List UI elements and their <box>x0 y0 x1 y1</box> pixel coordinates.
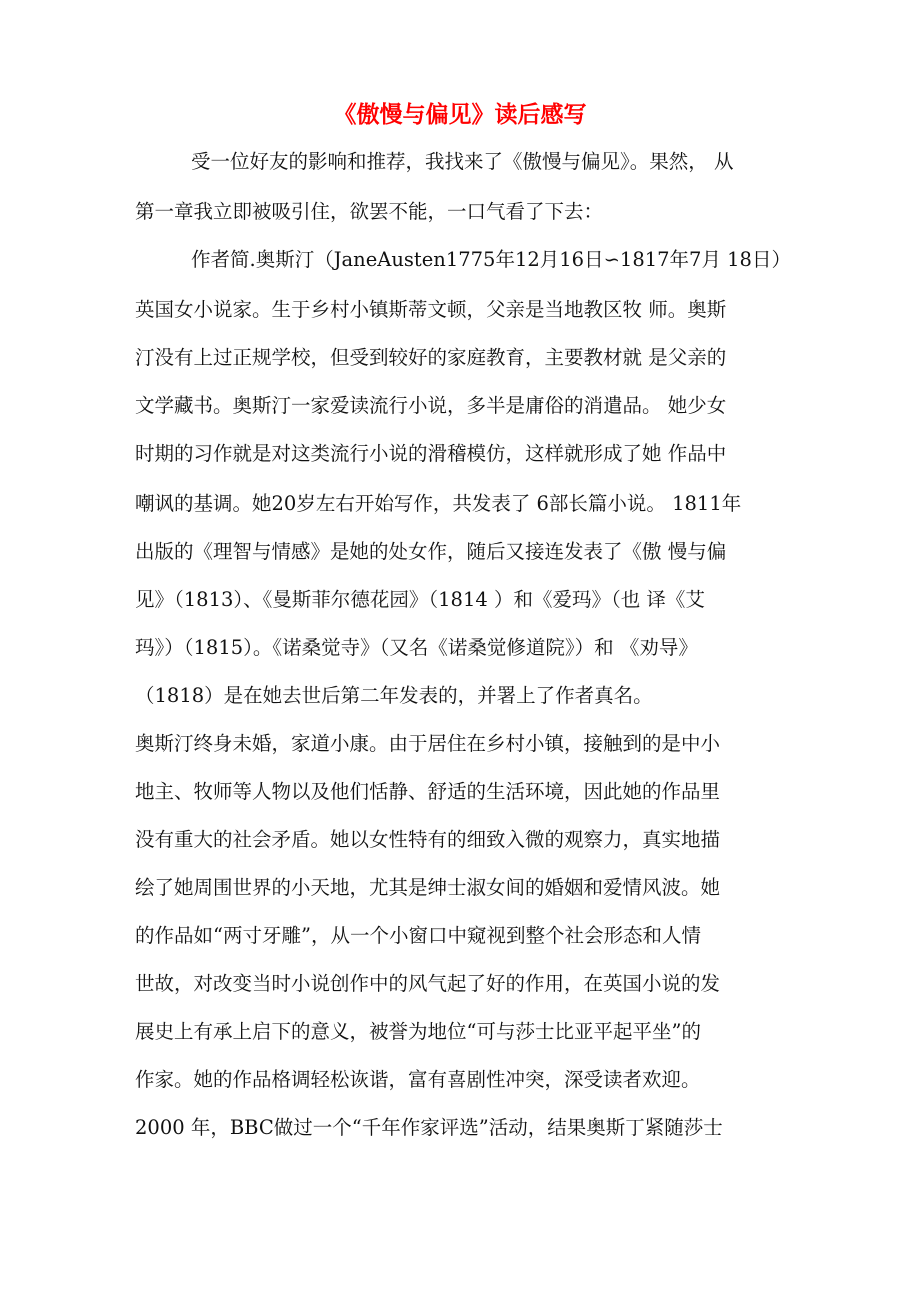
text-line-8: 嘲讽的基调。她20岁左右开始写作，共发表了 6部长篇小说。 1811年 <box>135 492 742 515</box>
text-line-2: 第一章我立即被吸引住，欲罢不能，一口气看了下去： <box>135 200 604 223</box>
text-line-19: 展史上有承上启下的意义，被誉为地位“可与莎士比亚平起平坐”的 <box>135 1020 701 1043</box>
text-line-3: 作者简.奥斯汀（JaneAusten1775年12月16日∽1817年7月 18日） <box>191 248 791 271</box>
text-line-11: 玛》）（1815）。《诺桑觉寺》（又名《诺桑觉修道院》）和 《劝导》 <box>135 636 698 659</box>
text-line-5: 汀没有上过正规学校，但受到较好的家庭教育，主要教材就 是父亲的 <box>135 346 727 369</box>
text-line-17: 的作品如“两寸牙雕”，从一个小窗口中窥视到整个社会形态和人情 <box>135 924 701 947</box>
text-line-21: 2000 年，BBC做过一个“千年作家评选”活动，结果奥斯丁紧随莎士 <box>135 1116 723 1139</box>
document-title: 《傲慢与偏见》读后感写 <box>333 102 587 128</box>
text-line-16: 绘了她周围世界的小天地，尤其是绅士淑女间的婚姻和爱情风波。她 <box>135 876 721 899</box>
text-line-12: （1818）是在她去世后第二年发表的，并署上了作者真名。 <box>135 684 653 707</box>
text-line-18: 世故，对改变当时小说创作中的风气起了好的作用，在英国小说的发 <box>135 972 721 995</box>
text-line-10: 见》（1813）、《曼斯菲尔德花园》（1814 ）和《爱玛》（也 译《艾 <box>135 588 705 611</box>
text-line-1: 受一位好友的影响和推荐，我找来了《傲慢与偏见》。果然， 从 <box>191 150 734 173</box>
text-line-14: 地主、牧师等人物以及他们恬静、舒适的生活环境，因此她的作品里 <box>135 780 721 803</box>
text-line-7: 时期的习作就是对这类流行小说的滑稽模仿，这样就形成了她 作品中 <box>135 442 727 465</box>
text-line-15: 没有重大的社会矛盾。她以女性特有的细致入微的观察力，真实地描 <box>135 828 721 851</box>
text-line-20: 作家。她的作品格调轻松诙谐，富有喜剧性冲突，深受读者欢迎。 <box>135 1068 701 1091</box>
text-line-13: 奥斯汀终身未婚，家道小康。由于居住在乡村小镇，接触到的是中小 <box>135 732 721 755</box>
text-line-9: 出版的《理智与情感》是她的处女作，随后又接连发表了《傲 慢与偏 <box>135 540 727 563</box>
text-line-6: 文学藏书。奥斯汀一家爱读流行小说，多半是庸俗的消遣品。 她少女 <box>135 394 727 417</box>
text-line-4: 英国女小说家。生于乡村小镇斯蒂文顿，父亲是当地教区牧 师。奥斯 <box>135 298 727 321</box>
